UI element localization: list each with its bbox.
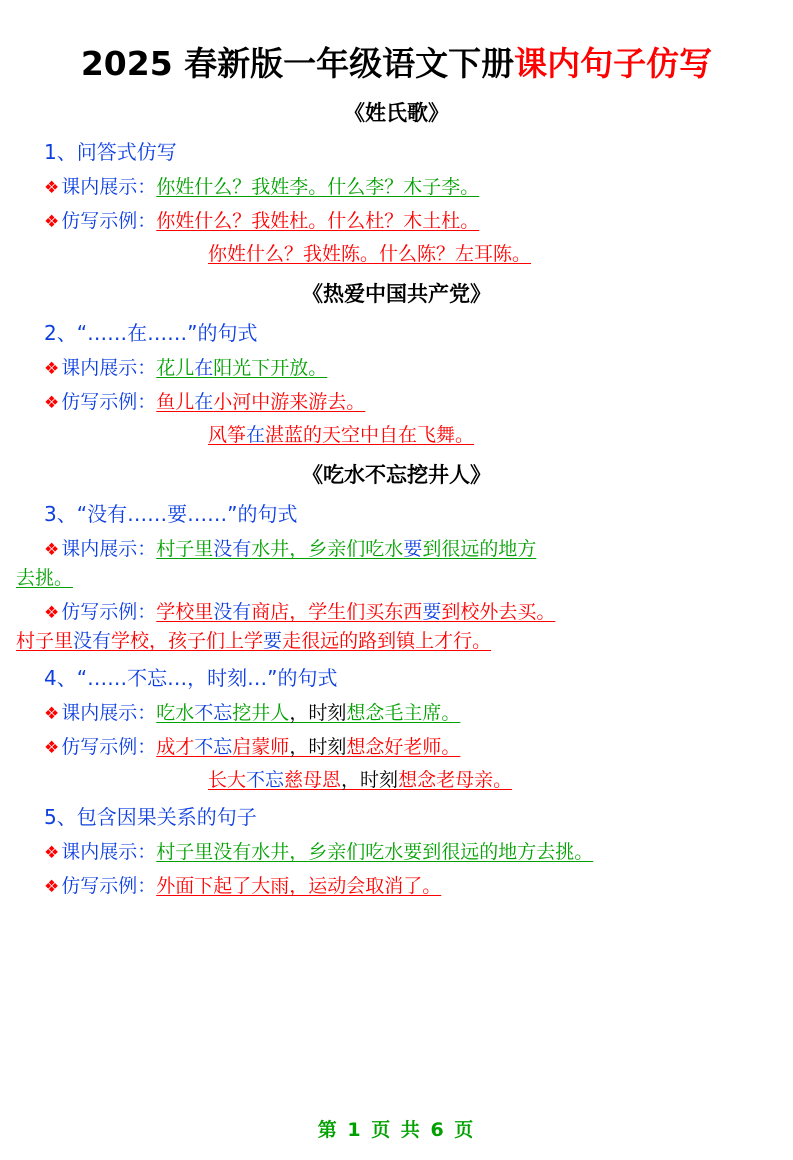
imitation-row-4 (44, 732, 793, 759)
imitation-4a-d: ，时刻 (289, 736, 347, 758)
imitation-3-e: 到校外去买。 (441, 601, 556, 623)
in-class-text-2-part-c: 阳光下开放。 (213, 357, 328, 379)
imitation-row-1b (208, 239, 793, 266)
imitation-3b-c: 学校，孩子们上学 (111, 630, 264, 652)
diamond-bullet-icon: ❖ (44, 540, 60, 560)
in-class-label: 课内展示： (61, 357, 157, 379)
section-heading-5: 5、包含因果关系的句子 (44, 805, 257, 829)
imitation-4b-e: 想念老母亲。 (398, 769, 513, 791)
document-page (0, 38, 793, 1160)
imitation-text-3-line1 (156, 597, 555, 624)
imitation-4b-a: 长大 (208, 769, 247, 791)
imitation-3-d: 要 (422, 601, 442, 623)
in-class-text-5: 村子里没有水井，乡亲们吃水要到很远的地方去挑。 (156, 841, 594, 863)
in-class-text-3-line2: 去挑。 (16, 567, 74, 589)
imitation-text-4b (208, 769, 512, 791)
imitation-text-2a-part-b: 在 (194, 391, 214, 413)
in-class-3-e: 到很远的地方 (422, 538, 537, 560)
imitation-text-1a: 你姓什么？我姓杜。什么杜？木土杜。 (156, 210, 480, 232)
in-class-3-b: 没有 (213, 538, 252, 560)
in-class-3-d: 要 (403, 538, 423, 560)
imitation-text-2b (208, 424, 474, 446)
imitation-text-2b-part-c: 湛蓝的天空中自在飞舞。 (265, 424, 475, 446)
diamond-bullet-icon: ❖ (44, 877, 60, 897)
diamond-bullet-icon: ❖ (44, 704, 60, 724)
imitation-text-2a-part-c: 小河中游来游去。 (213, 391, 366, 413)
imitation-row-4b (208, 765, 793, 792)
in-class-row-3 (44, 534, 793, 561)
diamond-bullet-icon: ❖ (44, 843, 60, 863)
imitation-text-2b-part-a: 风筝 (208, 424, 247, 446)
imitation-4a-a: 成才 (156, 736, 195, 758)
imitation-3-b: 没有 (213, 601, 252, 623)
imitation-row-5 (44, 871, 793, 898)
in-class-text-4 (156, 698, 460, 725)
in-class-row-5 (44, 837, 793, 864)
in-class-4-b: 不忘 (194, 702, 233, 724)
page-footer (0, 1115, 793, 1142)
in-class-row-2 (44, 353, 793, 380)
imitation-4a-c: 启蒙师 (232, 736, 290, 758)
footer-middle: 页 共 (371, 1119, 422, 1141)
imitation-row-3 (44, 597, 793, 624)
in-class-row-1 (44, 172, 793, 199)
section-heading-4: 4、“……不忘…，时刻…”的句式 (44, 666, 338, 690)
diamond-bullet-icon: ❖ (44, 738, 60, 758)
in-class-label: 课内展示： (61, 538, 157, 560)
imitation-row-3b (16, 626, 793, 653)
imitation-3-c: 商店，学生们买东西 (251, 601, 423, 623)
section-heading-1: 1、问答式仿写 (44, 140, 177, 164)
imitation-4b-d: ，时刻 (341, 769, 399, 791)
imitation-3-a: 学校里 (156, 601, 214, 623)
imitation-text-1b: 你姓什么？我姓陈。什么陈？左耳陈。 (208, 243, 532, 265)
diamond-bullet-icon: ❖ (44, 359, 60, 379)
in-class-3-c: 水井，乡亲们吃水 (251, 538, 404, 560)
diamond-bullet-icon: ❖ (44, 178, 60, 198)
imitation-text-5: 外面下起了大雨，运动会取消了。 (156, 875, 442, 897)
in-class-3-a: 村子里 (156, 538, 214, 560)
imitation-label: 仿写示例： (61, 736, 157, 758)
in-class-4-d: ，时刻 (289, 702, 347, 724)
footer-prefix: 第 (317, 1119, 339, 1141)
imitation-label: 仿写示例： (61, 601, 157, 623)
imitation-4a-b: 不忘 (194, 736, 233, 758)
in-class-text-3-line1 (156, 534, 536, 561)
in-class-label: 课内展示： (61, 841, 157, 863)
imitation-4b-b: 不忘 (246, 769, 285, 791)
imitation-4a-e: 想念好老师。 (346, 736, 461, 758)
imitation-text-2a-part-a: 鱼儿 (156, 391, 195, 413)
imitation-3b-b: 没有 (73, 630, 112, 652)
footer-page-number: 1 (347, 1119, 363, 1141)
imitation-label: 仿写示例： (61, 391, 157, 413)
in-class-text-2-part-a: 花儿 (156, 357, 195, 379)
in-class-4-e: 想念毛主席。 (346, 702, 461, 724)
imitation-3b-a: 村子里 (16, 630, 74, 652)
in-class-row-4 (44, 698, 793, 725)
imitation-3b-e: 走很远的路到镇上才行。 (282, 630, 492, 652)
song-title-3: 《吃水不忘挖井人》 (302, 463, 491, 487)
imitation-row-2 (44, 387, 793, 414)
imitation-row-1 (44, 206, 793, 233)
imitation-3b-d: 要 (263, 630, 283, 652)
in-class-label: 课内展示： (61, 702, 157, 724)
in-class-text-2 (156, 353, 327, 380)
diamond-bullet-icon: ❖ (44, 212, 60, 232)
imitation-row-2b (208, 420, 793, 447)
in-class-4-a: 吃水 (156, 702, 195, 724)
in-class-4-c: 挖井人 (232, 702, 290, 724)
footer-suffix: 页 (454, 1119, 476, 1141)
song-title-1: 《姓氏歌》 (344, 101, 449, 125)
imitation-4b-c: 慈母恩 (284, 769, 342, 791)
section-heading-3: 3、“没有……要……”的句式 (44, 502, 298, 526)
imitation-label: 仿写示例： (61, 210, 157, 232)
page-title (0, 38, 793, 85)
title-black-part: 2025 春新版一年级语文下册 (80, 44, 515, 83)
diamond-bullet-icon: ❖ (44, 393, 60, 413)
in-class-row-3-wrap (16, 563, 793, 590)
in-class-label: 课内展示： (61, 176, 157, 198)
title-red-part: 课内句子仿写 (514, 44, 713, 83)
footer-total-pages: 6 (430, 1119, 446, 1141)
imitation-label: 仿写示例： (61, 875, 157, 897)
song-title-2: 《热爱中国共产党》 (302, 282, 491, 306)
imitation-text-2a (156, 387, 365, 414)
imitation-text-2b-part-b: 在 (246, 424, 266, 446)
imitation-text-3-line2 (16, 630, 491, 652)
section-heading-2: 2、“……在……”的句式 (44, 321, 258, 345)
in-class-text-2-part-b: 在 (194, 357, 214, 379)
imitation-text-4a (156, 732, 460, 759)
diamond-bullet-icon: ❖ (44, 603, 60, 623)
in-class-text-1: 你姓什么？我姓李。什么李？木子李。 (156, 176, 480, 198)
